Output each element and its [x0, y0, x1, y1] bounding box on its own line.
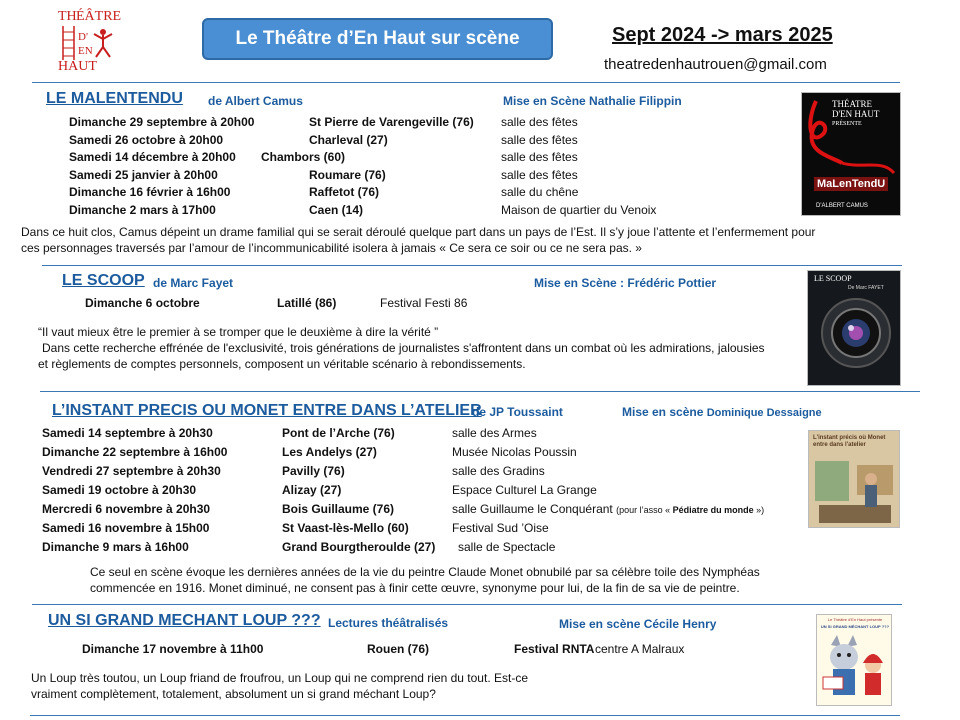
show-title: UN SI GRAND MECHANT LOUP ??? [48, 612, 321, 629]
figure-icon [92, 28, 114, 58]
date: Samedi 26 octobre à 20h00 [69, 133, 224, 147]
poster-text: PRÉSENTE [832, 121, 862, 127]
place: St Vaast-lès-Mello (60) [282, 521, 409, 535]
theatre-logo [56, 8, 122, 76]
date-row [85, 296, 545, 312]
show-title: LE SCOOP [62, 272, 145, 289]
place: Latillé (86) [277, 296, 337, 310]
venue: salle des fêtes [501, 150, 578, 164]
logo-text: D' [78, 31, 88, 43]
logo-text: TH [58, 9, 77, 24]
show-quote: “Il vaut mieux être le premier à se tromper que le deuxième à dire la vérité ” [38, 325, 439, 339]
show-director: Mise en scène Cécile Henry [559, 617, 717, 631]
poster-text: De Marc FAYET [848, 285, 884, 291]
date: Samedi 14 décembre à 20h00 [69, 150, 236, 164]
date: Samedi 14 septembre à 20h30 [42, 426, 213, 440]
date: Dimanche 6 octobre [85, 296, 200, 310]
place: St Pierre de Varengeville (76) [309, 115, 474, 129]
poster-line: L'instant précis où Monet [813, 435, 886, 441]
season-dates: Sept 2024 -> mars 2025 [612, 24, 833, 46]
show-author: de JP Toussaint [472, 405, 563, 419]
poster-text: D'EN HAUT [832, 109, 880, 119]
venue-note-end: ») [753, 505, 765, 515]
date: Samedi 25 janvier à 20h00 [69, 168, 218, 182]
date-row [69, 185, 789, 201]
date-row [42, 464, 802, 480]
date: Samedi 16 novembre à 15h00 [42, 521, 210, 535]
wolf-illustration [817, 615, 892, 706]
contact-email[interactable]: theatredenhautrouen@gmail.com [604, 56, 827, 73]
date-row [69, 203, 789, 219]
divider [30, 715, 900, 716]
place: Pavilly (76) [282, 464, 345, 478]
show-director: Mise en Scène Nathalie Filippin [503, 94, 682, 108]
venue: Musée Nicolas Poussin [452, 445, 577, 459]
poster-scoop [807, 270, 901, 386]
venue: Festival Sud ’Oise [452, 521, 549, 535]
date: Vendredi 27 septembre à 20h30 [42, 464, 221, 478]
ladder-icon [60, 26, 78, 60]
date-row [42, 445, 802, 461]
place: Les Andelys (27) [282, 445, 377, 459]
date: Mercredi 6 novembre à 20h30 [42, 502, 211, 516]
venue-bold: Festival RNTA [514, 642, 595, 656]
place: Pont de l’Arche (76) [282, 426, 395, 440]
date-row [42, 502, 802, 518]
logo-text: HAUT [58, 59, 97, 74]
place: Roumare (76) [309, 168, 386, 182]
place: Chambors (60) [261, 150, 346, 164]
show-title: L’INSTANT PRECIS OU MONET ENTRE DANS L’ATELIER [52, 402, 482, 419]
date: Samedi 19 octobre à 20h30 [42, 483, 197, 497]
poster-monet [808, 430, 900, 528]
venue: salle des Armes [452, 426, 537, 440]
date-row [42, 521, 802, 537]
poster-text: THÉATRE [832, 99, 872, 109]
poster-line: entre dans l'atelier [813, 442, 866, 448]
show-director [622, 405, 822, 419]
date: Dimanche 9 mars à 16h00 [42, 540, 189, 554]
venue: centre A Malraux [595, 642, 685, 656]
poster-loup [816, 614, 892, 706]
show-description: Dans cette recherche effrénée de l'exclusivité, trois générations de journalistes s'affrontent dans un combat où les admirations, jalousies et règlements de comptes personnels, composent un véritable scénario à rebondissements. [38, 341, 765, 371]
logo-text: ÉÂTRE [76, 9, 122, 24]
director-name: Dominique Dessaigne [706, 407, 822, 419]
show-description: Ce seul en scène évoque les dernières années de la vie du peintre Claude Monet obnubilé par sa célèbre toile des Nymphéas commencée en 1916. Monet diminué, ne consent pas à finir cette œuvre, synonyme pour lui, de la fin de sa vie de peintre. [90, 565, 760, 595]
date-row [69, 150, 789, 166]
venue [452, 502, 764, 516]
date-row [42, 483, 802, 499]
date: Dimanche 16 février à 16h00 [69, 185, 231, 199]
divider [32, 82, 900, 83]
place: Grand Bourgtheroulde (27) [282, 540, 436, 554]
venue-note-bold: Pédiatre du monde [672, 505, 754, 515]
date-row [69, 168, 789, 184]
director-prefix: Mise en scène [622, 405, 704, 419]
date-row [42, 426, 802, 442]
date-row [69, 115, 789, 131]
venue: salle des fêtes [501, 168, 578, 182]
poster-main-title: MaLenTendU [814, 177, 888, 191]
venue: Espace Culturel La Grange [452, 483, 597, 497]
show-author: de Albert Camus [208, 94, 303, 108]
page-title: Le Théâtre d’En Haut sur scène [202, 18, 553, 60]
poster-text: Le Théâtre d'En Haut présente [827, 617, 883, 622]
show-author: Lectures théâtralisés [328, 616, 449, 630]
venue: salle des fêtes [501, 115, 578, 129]
date-row [69, 133, 789, 149]
camera-lens-icon [808, 271, 901, 386]
date: Dimanche 29 septembre à 20h00 [69, 115, 255, 129]
place: Caen (14) [309, 203, 364, 217]
show-description: Dans ce huit clos, Camus dépeint un drame familial qui se serait déroulé quelque part dans un pays de l’Est. Il s’y joue l’attente et l’enfermement pour ces personnages traversés par l’amour de l’incommunicabilité isolera à jamais « Ce sera ce soir ou ce ne sera pas. » [21, 225, 816, 255]
date-row [82, 642, 782, 658]
logo-text: EN [78, 45, 93, 57]
date: Dimanche 22 septembre à 16h00 [42, 445, 228, 459]
place: Rouen (76) [367, 642, 430, 656]
venue: salle des fêtes [501, 133, 578, 147]
venue: salle du chêne [501, 185, 579, 199]
venue: salle des Gradins [452, 464, 545, 478]
venue: salle de Spectacle [458, 540, 556, 554]
divider [32, 604, 902, 605]
date: Dimanche 17 novembre à 11h00 [82, 642, 264, 656]
venue-name: salle Guillaume le Conquérant [452, 502, 613, 516]
show-director: Mise en Scène : Frédéric Pottier [534, 276, 717, 290]
poster-text: LE SCOOP [814, 274, 852, 283]
poster-credit: D'ALBERT CAMUS [816, 203, 868, 209]
divider [40, 391, 920, 392]
place: Charleval (27) [309, 133, 388, 147]
date: Dimanche 2 mars à 17h00 [69, 203, 216, 217]
atelier-scene [809, 431, 900, 528]
venue: Festival Festi 86 [380, 296, 468, 310]
venue: Maison de quartier du Venoix [501, 203, 657, 217]
show-description: Un Loup très toutou, un Loup friand de froufrou, un Loup qui ne comprend rien du tout. Est-ce vraiment complètement, totalement, absolument un si grand méchant Loup? [31, 671, 528, 701]
show-author: de Marc Fayet [153, 276, 234, 290]
place: Alizay (27) [282, 483, 342, 497]
poster-malentendu [801, 92, 901, 216]
poster-text: UN SI GRAND MÉCHANT LOUP ??? [820, 624, 890, 629]
place: Bois Guillaume (76) [282, 502, 395, 516]
show-title: LE MALENTENDU [46, 90, 183, 107]
place: Raffetot (76) [309, 185, 380, 199]
venue-note: (pour l’asso « [616, 505, 673, 515]
divider [42, 265, 902, 266]
curl-shape [802, 93, 901, 216]
date-row [42, 540, 802, 556]
